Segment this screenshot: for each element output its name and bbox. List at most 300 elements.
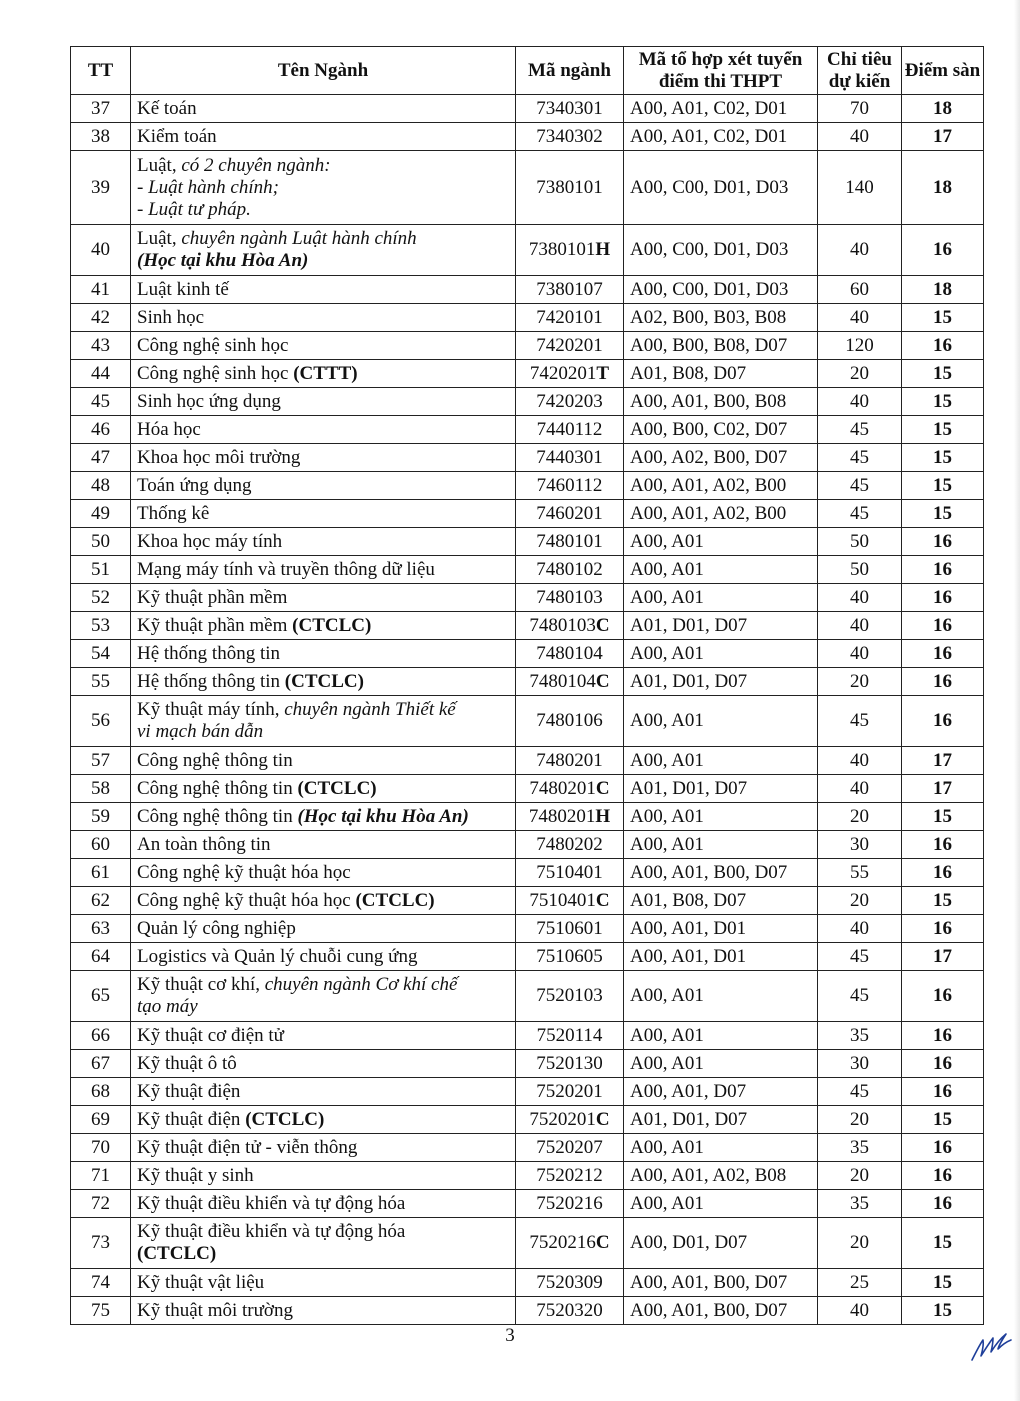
- quota: 40: [818, 915, 902, 943]
- major-name-part: (CTCLC): [284, 670, 364, 692]
- quota: 40: [818, 304, 902, 332]
- table-row: [71, 1050, 984, 1078]
- major-code-main: 7420201: [529, 362, 597, 384]
- major-name-part: Toán ứng dụng: [137, 474, 252, 496]
- major-code: 7520212: [516, 1162, 624, 1190]
- row-number: 74: [71, 1269, 131, 1297]
- subject-combination: A00, A01: [624, 640, 818, 668]
- subject-combination: A01, B08, D07: [624, 887, 818, 915]
- floor-score: 17: [902, 747, 984, 775]
- major-name-part: chuyên ngành Cơ khí chế: [264, 974, 458, 995]
- table-row: [71, 304, 984, 332]
- subject-combination: A00, B00, B08, D07: [624, 332, 818, 360]
- subject-combination: A01, D01, D07: [624, 612, 818, 640]
- major-name-part: Luật,: [137, 154, 182, 176]
- quota: 30: [818, 1050, 902, 1078]
- row-number: 53: [71, 612, 131, 640]
- major-code-main: 7480201: [529, 777, 596, 799]
- subject-combination: A00, A01: [624, 556, 818, 584]
- table-row: [71, 775, 984, 803]
- table-row: [71, 1297, 984, 1325]
- subject-combination: A00, A01: [624, 831, 818, 859]
- major-name: [131, 151, 516, 225]
- quota: 40: [818, 747, 902, 775]
- subject-combination: A00, A01: [624, 803, 818, 831]
- major-name-part: Kỹ thuật phần mềm: [137, 614, 293, 636]
- row-number: 37: [71, 95, 131, 123]
- floor-score: 16: [902, 332, 984, 360]
- major-name-part: Kỹ thuật vật liệu: [137, 1271, 265, 1293]
- quota: 40: [818, 584, 902, 612]
- major-name: [131, 915, 516, 943]
- major-name-part: An toàn thông tin: [137, 833, 271, 855]
- major-name-part: vi mạch bán dẫn: [137, 721, 264, 742]
- floor-score: 15: [902, 1218, 984, 1269]
- major-code: 7440301: [516, 444, 624, 472]
- quota: 40: [818, 612, 902, 640]
- floor-score: 16: [902, 1190, 984, 1218]
- table-row: [71, 803, 984, 831]
- major-code-suffix: H: [595, 239, 611, 260]
- major-name-part: Mạng máy tính và truyền thông dữ liệu: [137, 558, 435, 580]
- subject-combination: A01, D01, D07: [624, 1106, 818, 1134]
- quota: 45: [818, 943, 902, 971]
- major-code: 7480201: [516, 747, 624, 775]
- row-number: 75: [71, 1297, 131, 1325]
- floor-score: 18: [902, 276, 984, 304]
- quota: 40: [818, 225, 902, 276]
- header-quota: Chỉ tiêu dự kiến: [818, 47, 902, 95]
- major-name-part: (CTCLC): [297, 777, 377, 799]
- major-name-part: (CTCLC): [137, 1243, 217, 1264]
- table-row: [71, 1190, 984, 1218]
- table-row: [71, 1218, 984, 1269]
- row-number: 71: [71, 1162, 131, 1190]
- subject-combination: A00, A01, A02, B00: [624, 472, 818, 500]
- major-code-main: 7510401: [529, 889, 596, 911]
- row-number: 39: [71, 151, 131, 225]
- major-code: 7520114: [516, 1022, 624, 1050]
- major-code: 7480106: [516, 696, 624, 747]
- row-number: 70: [71, 1134, 131, 1162]
- table-row: [71, 123, 984, 151]
- major-name: [131, 696, 516, 747]
- major-name-part: Kỹ thuật điện: [137, 1080, 241, 1102]
- major-name: [131, 612, 516, 640]
- major-name: [131, 123, 516, 151]
- table-row: [71, 151, 984, 225]
- major-name-part: (CTTT): [293, 362, 358, 384]
- floor-score: 15: [902, 803, 984, 831]
- major-name-part: Công nghệ thông tin: [137, 805, 298, 827]
- major-code: 7480102: [516, 556, 624, 584]
- row-number: 55: [71, 668, 131, 696]
- row-number: 47: [71, 444, 131, 472]
- subject-combination: A00, A01, B00, B08: [624, 388, 818, 416]
- major-name: [131, 831, 516, 859]
- major-name: [131, 332, 516, 360]
- major-name-part: Luật,: [137, 228, 182, 249]
- major-code: 7520130: [516, 1050, 624, 1078]
- table-row: [71, 915, 984, 943]
- major-code-suffix: C: [595, 889, 610, 911]
- major-name: [131, 416, 516, 444]
- floor-score: 15: [902, 304, 984, 332]
- major-name-part: Hệ thống thông tin: [137, 642, 281, 664]
- row-number: 60: [71, 831, 131, 859]
- major-code-main: 7480103: [529, 614, 596, 636]
- major-code: 7440112: [516, 416, 624, 444]
- major-name-part: Kỹ thuật cơ điện tử: [137, 1024, 284, 1046]
- major-name-part: Sinh học: [137, 306, 205, 328]
- major-name: [131, 971, 516, 1022]
- major-code: 7420201: [516, 332, 624, 360]
- table-row: [71, 668, 984, 696]
- major-name: [131, 1106, 516, 1134]
- header-name: Tên Ngành: [131, 47, 516, 95]
- subject-combination: A00, A01, C02, D01: [624, 95, 818, 123]
- floor-score: 16: [902, 556, 984, 584]
- floor-score: 16: [902, 859, 984, 887]
- table-row: [71, 1078, 984, 1106]
- subject-combination: A02, B00, B03, B08: [624, 304, 818, 332]
- row-number: 62: [71, 887, 131, 915]
- quota: 40: [818, 775, 902, 803]
- major-name-part: Công nghệ sinh học: [137, 362, 294, 384]
- major-code: [516, 668, 624, 696]
- row-number: 59: [71, 803, 131, 831]
- row-number: 51: [71, 556, 131, 584]
- table-row: [71, 1269, 984, 1297]
- subject-combination: A00, A01: [624, 1050, 818, 1078]
- major-code: 7480101: [516, 528, 624, 556]
- table-header-row: [71, 47, 984, 95]
- major-name: [131, 668, 516, 696]
- major-name-part: (Học tại khu Hòa An): [137, 250, 309, 271]
- major-name: [131, 444, 516, 472]
- major-name-part: tạo máy: [137, 996, 198, 1017]
- floor-score: 15: [902, 1297, 984, 1325]
- major-name: [131, 1190, 516, 1218]
- quota: 40: [818, 123, 902, 151]
- table-row: [71, 444, 984, 472]
- subject-combination: A00, A01: [624, 971, 818, 1022]
- major-code: 7480202: [516, 831, 624, 859]
- major-name-part: Kiểm toán: [137, 125, 217, 147]
- subject-combination: A01, D01, D07: [624, 775, 818, 803]
- major-code: 7420101: [516, 304, 624, 332]
- quota: 20: [818, 360, 902, 388]
- major-code: [516, 803, 624, 831]
- major-name-part: - Luật hành chính;: [137, 176, 279, 198]
- row-number: 67: [71, 1050, 131, 1078]
- major-name-part: Kỹ thuật y sinh: [137, 1164, 254, 1186]
- floor-score: 16: [902, 915, 984, 943]
- major-name-part: Luật kinh tế: [137, 278, 229, 300]
- quota: 20: [818, 1218, 902, 1269]
- row-number: 68: [71, 1078, 131, 1106]
- row-number: 46: [71, 416, 131, 444]
- floor-score: 18: [902, 151, 984, 225]
- floor-score: 16: [902, 584, 984, 612]
- major-name-part: Kỹ thuật môi trường: [137, 1299, 293, 1321]
- major-name-part: Kỹ thuật máy tính,: [137, 699, 285, 720]
- table-row: [71, 1022, 984, 1050]
- table-row: [71, 640, 984, 668]
- major-code-suffix: C: [595, 1108, 610, 1130]
- row-number: 58: [71, 775, 131, 803]
- floor-score: 16: [902, 225, 984, 276]
- major-code: 7520201: [516, 1078, 624, 1106]
- quota: 45: [818, 500, 902, 528]
- floor-score: 16: [902, 640, 984, 668]
- floor-score: 16: [902, 1022, 984, 1050]
- quota: 40: [818, 1297, 902, 1325]
- table-row: [71, 887, 984, 915]
- major-name-part: Công nghệ thông tin: [137, 777, 298, 799]
- quota: 140: [818, 151, 902, 225]
- subject-combination: A00, A01: [624, 1022, 818, 1050]
- quota: 25: [818, 1269, 902, 1297]
- major-name-part: Logistics và Quản lý chuỗi cung ứng: [137, 945, 418, 967]
- floor-score: 16: [902, 1050, 984, 1078]
- major-name: [131, 1078, 516, 1106]
- row-number: 42: [71, 304, 131, 332]
- subject-combination: A00, A01: [624, 747, 818, 775]
- table-row: [71, 1106, 984, 1134]
- row-number: 64: [71, 943, 131, 971]
- major-code-suffix: C: [595, 614, 610, 636]
- major-code: 7520207: [516, 1134, 624, 1162]
- floor-score: 16: [902, 668, 984, 696]
- table-row: [71, 831, 984, 859]
- row-number: 52: [71, 584, 131, 612]
- major-name: [131, 775, 516, 803]
- subject-combination: A00, A01, B00, D07: [624, 1269, 818, 1297]
- subject-combination: A01, D01, D07: [624, 668, 818, 696]
- major-name-part: Kế toán: [137, 97, 197, 119]
- major-name: [131, 500, 516, 528]
- major-name: [131, 803, 516, 831]
- major-name: [131, 276, 516, 304]
- quota: 30: [818, 831, 902, 859]
- row-number: 54: [71, 640, 131, 668]
- major-code-main: 7520201: [529, 1108, 596, 1130]
- major-code: 7520216: [516, 1190, 624, 1218]
- major-name: [131, 556, 516, 584]
- floor-score: 16: [902, 831, 984, 859]
- major-name-part: chuyên ngành Thiết kế: [284, 699, 456, 720]
- major-name-part: Kỹ thuật ô tô: [137, 1052, 237, 1074]
- table-row: [71, 225, 984, 276]
- major-name: [131, 472, 516, 500]
- quota: 20: [818, 887, 902, 915]
- major-name-part: Hệ thống thông tin: [137, 670, 285, 692]
- floor-score: 15: [902, 1269, 984, 1297]
- major-name-part: Kỹ thuật cơ khí,: [137, 974, 265, 995]
- major-code-main: 7520216: [529, 1232, 596, 1253]
- major-name-part: Kỹ thuật điện: [137, 1108, 246, 1130]
- major-code: [516, 1218, 624, 1269]
- floor-score: 15: [902, 500, 984, 528]
- major-code: 7480104: [516, 640, 624, 668]
- major-name-part: Khoa học máy tính: [137, 530, 283, 552]
- table-row: [71, 528, 984, 556]
- major-name-part: Thống kê: [137, 502, 210, 524]
- major-name-part: chuyên ngành Luật hành chính: [181, 228, 417, 249]
- major-code: 7380101: [516, 151, 624, 225]
- major-code: 7380107: [516, 276, 624, 304]
- header-code: Mã ngành: [516, 47, 624, 95]
- subject-combination: A00, A01, D01: [624, 915, 818, 943]
- table-row: [71, 1162, 984, 1190]
- quota: 45: [818, 1078, 902, 1106]
- row-number: 57: [71, 747, 131, 775]
- quota: 120: [818, 332, 902, 360]
- signature-mark: [968, 1318, 1014, 1364]
- major-name: [131, 1022, 516, 1050]
- major-code: 7420203: [516, 388, 624, 416]
- floor-score: 15: [902, 472, 984, 500]
- major-name: [131, 1297, 516, 1325]
- row-number: 50: [71, 528, 131, 556]
- major-name: [131, 887, 516, 915]
- major-code-suffix: T: [596, 362, 610, 384]
- major-code: 7460112: [516, 472, 624, 500]
- table-row: [71, 696, 984, 747]
- major-code: [516, 1106, 624, 1134]
- floor-score: 15: [902, 1106, 984, 1134]
- table-body: [71, 95, 984, 1325]
- header-tt: TT: [71, 47, 131, 95]
- subject-combination: A00, A01, B00, D07: [624, 1297, 818, 1325]
- quota: 45: [818, 472, 902, 500]
- major-code: [516, 775, 624, 803]
- major-code-main: 7480201: [528, 805, 596, 827]
- subject-combination: A00, B00, C02, D07: [624, 416, 818, 444]
- major-code-main: 7480104: [529, 670, 596, 692]
- floor-score: 16: [902, 1078, 984, 1106]
- table-row: [71, 1134, 984, 1162]
- floor-score: 16: [902, 971, 984, 1022]
- major-name-part: Sinh học ứng dụng: [137, 390, 281, 412]
- row-number: 43: [71, 332, 131, 360]
- major-code: 7520309: [516, 1269, 624, 1297]
- subject-combination: A00, A01, C02, D01: [624, 123, 818, 151]
- quota: 35: [818, 1190, 902, 1218]
- major-name: [131, 360, 516, 388]
- subject-combination: A00, A01, A02, B08: [624, 1162, 818, 1190]
- subject-combination: A00, C00, D01, D03: [624, 276, 818, 304]
- major-name-part: Khoa học môi trường: [137, 446, 301, 468]
- row-number: 38: [71, 123, 131, 151]
- major-name-part: Quản lý công nghiệp: [137, 917, 296, 939]
- major-name: [131, 304, 516, 332]
- major-code: 7510401: [516, 859, 624, 887]
- floor-score: 15: [902, 444, 984, 472]
- major-code: 7510601: [516, 915, 624, 943]
- row-number: 63: [71, 915, 131, 943]
- page-edge: [1014, 0, 1020, 1401]
- major-code-suffix: H: [595, 805, 611, 827]
- table-row: [71, 95, 984, 123]
- row-number: 65: [71, 971, 131, 1022]
- quota: 40: [818, 388, 902, 416]
- row-number: 61: [71, 859, 131, 887]
- table-row: [71, 859, 984, 887]
- floor-score: 16: [902, 528, 984, 556]
- major-name-part: Kỹ thuật điều khiển và tự động hóa: [137, 1221, 406, 1242]
- table-row: [71, 584, 984, 612]
- major-code: [516, 360, 624, 388]
- table-row: [71, 332, 984, 360]
- major-code-main: 7380101: [528, 239, 596, 260]
- subject-combination: A00, A01: [624, 1134, 818, 1162]
- row-number: 73: [71, 1218, 131, 1269]
- table-row: [71, 943, 984, 971]
- row-number: 44: [71, 360, 131, 388]
- major-name-part: Công nghệ sinh học: [137, 334, 289, 356]
- major-name: [131, 747, 516, 775]
- subject-combination: A00, A01: [624, 696, 818, 747]
- major-name-part: Công nghệ kỹ thuật hóa học: [137, 861, 351, 883]
- major-name: [131, 584, 516, 612]
- row-number: 48: [71, 472, 131, 500]
- major-name: [131, 1134, 516, 1162]
- subject-combination: A00, C00, D01, D03: [624, 225, 818, 276]
- row-number: 69: [71, 1106, 131, 1134]
- major-name-part: có 2 chuyên ngành:: [181, 154, 331, 176]
- subject-combination: A00, A01, A02, B00: [624, 500, 818, 528]
- floor-score: 18: [902, 95, 984, 123]
- major-code-suffix: C: [595, 777, 610, 799]
- major-name: [131, 95, 516, 123]
- quota: 20: [818, 1162, 902, 1190]
- table-row: [71, 971, 984, 1022]
- table-row: [71, 556, 984, 584]
- table-row: [71, 276, 984, 304]
- quota: 50: [818, 528, 902, 556]
- major-name-part: (CTCLC): [355, 889, 435, 911]
- major-code: 7510605: [516, 943, 624, 971]
- subject-combination: A01, B08, D07: [624, 360, 818, 388]
- table-row: [71, 500, 984, 528]
- table-row: [71, 612, 984, 640]
- subject-combination: A00, A01, D07: [624, 1078, 818, 1106]
- major-name-part: (CTCLC): [245, 1108, 325, 1130]
- table-row: [71, 388, 984, 416]
- major-code: 7480103: [516, 584, 624, 612]
- floor-score: 16: [902, 696, 984, 747]
- major-name-part: Kỹ thuật phần mềm: [137, 586, 288, 608]
- major-code: 7460201: [516, 500, 624, 528]
- header-score: Điểm sàn: [902, 47, 984, 95]
- floor-score: 16: [902, 1134, 984, 1162]
- major-name-part: Công nghệ thông tin: [137, 749, 293, 771]
- quota: 45: [818, 696, 902, 747]
- header-combo: Mã tổ hợp xét tuyển điểm thi THPT: [624, 47, 818, 95]
- major-name: [131, 640, 516, 668]
- quota: 20: [818, 803, 902, 831]
- major-name: [131, 943, 516, 971]
- floor-score: 15: [902, 416, 984, 444]
- quota: 35: [818, 1022, 902, 1050]
- quota: 50: [818, 556, 902, 584]
- major-name: [131, 528, 516, 556]
- quota: 20: [818, 1106, 902, 1134]
- quota: 35: [818, 1134, 902, 1162]
- table-row: [71, 416, 984, 444]
